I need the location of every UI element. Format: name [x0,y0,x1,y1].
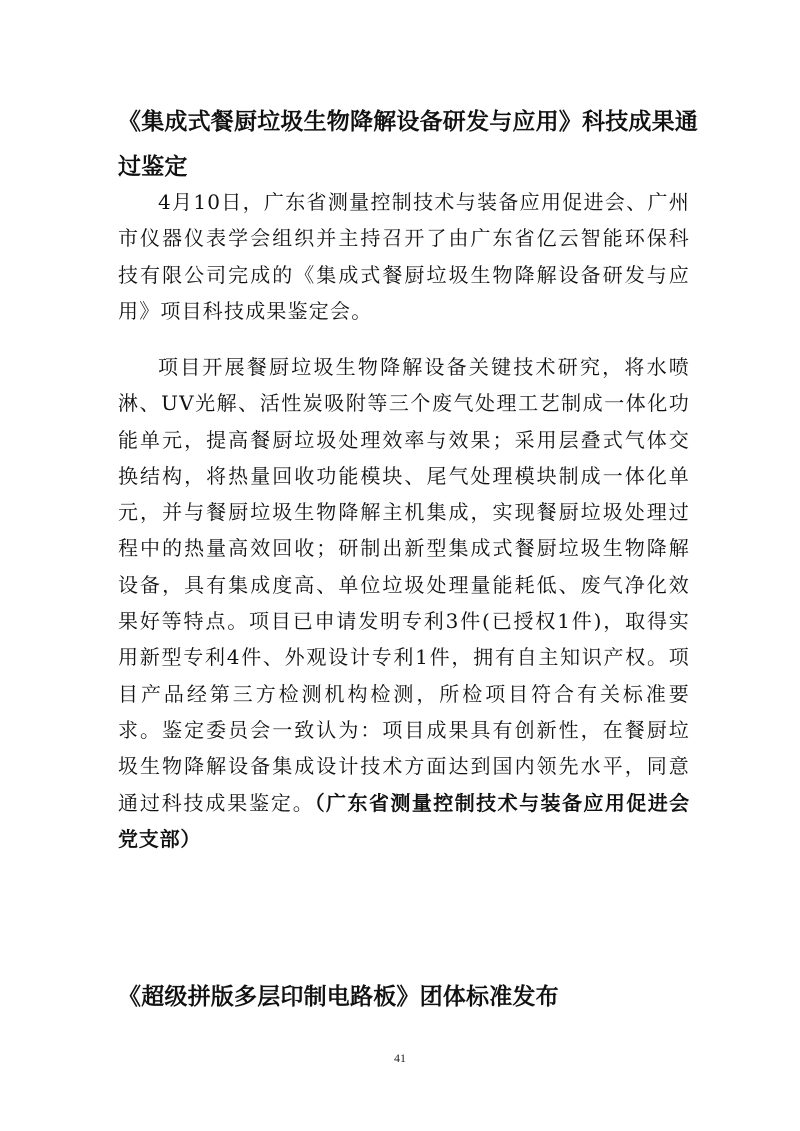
article-paragraph-intro: 4月10日，广东省测量控制技术与装备应用促进会、广州市仪器仪表学会组织并主持召开了由广东省亿云智能环保科技有限公司完成的《集成式餐厨垃圾生物降解设备研发与应用》项目科技成果鉴定会。 [118,190,690,323]
article-paragraph-body [118,349,690,857]
article-source: （广东省测量控制技术与装备应用促进会党支部） [118,790,690,851]
article-title: 《集成式餐厨垃圾生物降解设备研发与应用》科技成果通过鉴定 [118,109,698,180]
next-article-title: 《超级拼版多层印制电路板》团体标准发布 [118,984,559,1010]
article-body-text: 项目开展餐厨垃圾生物降解设备关键技术研究，将水喷淋、UV光解、活性炭吸附等三个废气处理工艺制成一体化功能单元，提高餐厨垃圾处理效率与效果；采用层叠式气体交换结构，将热量回收功能模块、尾气处理模块制成一体化单元，并与餐厨垃圾生物降解主机集成，实现餐厨垃圾处理过程中的热量高效回收；研制出新型集成式餐厨垃圾生物降解设备，具有集成度高、单位垃圾处理量能耗低、废气净化效果好等特点。项目已申请发明专利3件(已授权1件)，取得实用新型专利4件、外观设计专利1件，拥有自主知识产权。项目产品经第三方检测机构检测，所检项目符合有关标准要求。鉴定委员会一致认为：项目成果具有创新性，在餐厨垃圾生物降解设备集成设计技术方面达到国内领先水平，同意通过科技成果鉴定。 [118,355,690,815]
page-number: 41 [394,1051,406,1065]
